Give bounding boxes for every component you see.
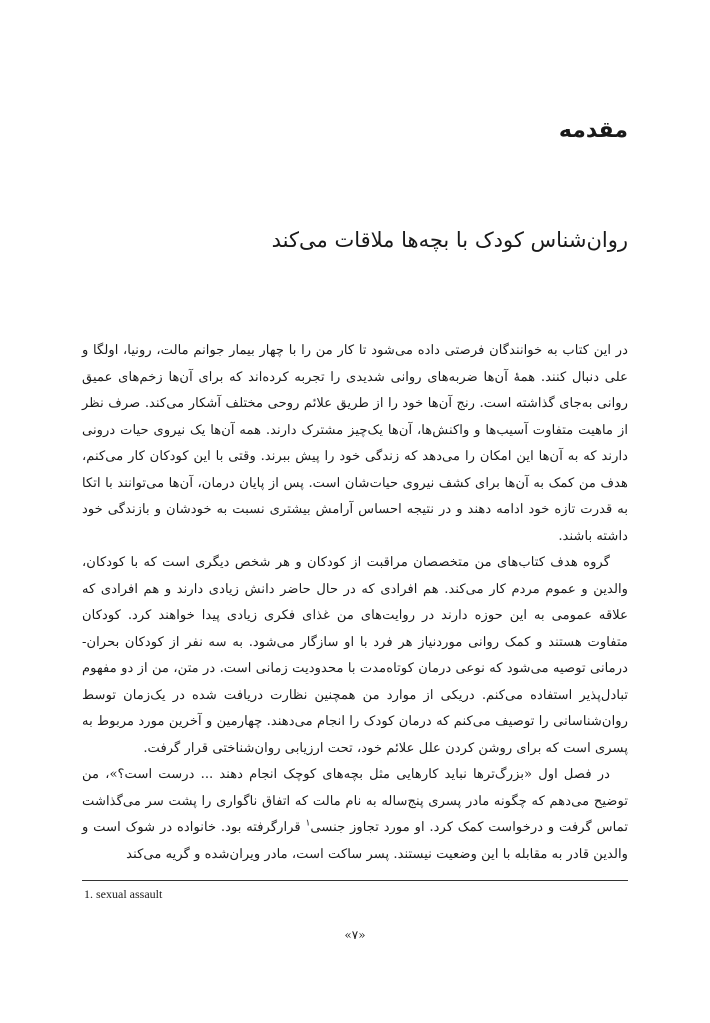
paragraph-3-tail: قرارگرفته بود. خانواده در شوک است و والدین قادر به مقابله با این وضعیت نیستند. پسر ساکت است، مادر ویران‌شده و گریه می‌کند — [82, 820, 628, 862]
footnote: 1. sexual assault — [84, 887, 163, 901]
section-title: روان‌شناس کودک با بچه‌ها ملاقات می‌کند — [271, 228, 628, 252]
footnote-marker: ۱ — [305, 818, 311, 829]
footnote-divider — [82, 880, 628, 881]
paragraph-2: گروه هدف کتاب‌های من متخصصان مراقبت از کودکان و هر شخص دیگری است که با کودکان، والدین و عموم مردم کار می‌کند. هم افرادی که در حال حاضر دانش زیادی دارند و هم افرادی که علاقه عمومی به این حوزه دارند در روایت‌های من غذای فکری زیادی پیدا خواهند کرد. کودکان متفاوت هستند و کمک روانی موردنیاز هر فرد با او سازگار می‌شود. به سه نفر از کودکان بحران-درمانی توصیه می‌شود که نوعی درمان کوتاه‌مدت با محدودیت زمانی است. در متن، من از دو مفهوم تبادل‌پذیر استفاده می‌کنم. دریکی از موارد من همچنین نظارت دریافت شده در یک‌زمان توسط روان‌شناسانی را توصیف می‌کنم که درمان کودک را انجام می‌دهند. چهارمین و آخرین مورد مربوط به پسری است که برای روشن کردن علل علائم خود، تحت ارزیابی روان‌شناختی قرار گرفت. — [82, 555, 628, 756]
body-text — [82, 338, 628, 868]
paragraph-3 — [82, 762, 628, 868]
chapter-title: مقدمه — [558, 118, 628, 143]
paragraph-3-text: در فصل اول «بزرگ‌ترها نباید کارهایی مثل بچه‌های کوچک انجام دهند ... درست است؟»، من توضیح می‌دهم که چگونه مادر پسری پنج‌ساله به نام مالت که اتفاق ناگواری را پشت سر می‌گذاشت تماس گرفت و درخواست کمک کرد. او مورد تجاوز جنسی — [82, 767, 628, 835]
page-number: «۷» — [344, 928, 366, 942]
paragraph-1: در این کتاب به خوانندگان فرصتی داده می‌شود تا کار من را با چهار بیمار جوانم مالت، رونیا، اولگا و علی دنبال کنند. همهٔ آن‌ها ضربه‌های روانی شدیدی را تجربه کرده‌اند که برای آن‌ها زخم‌های عمیق روانی به‌جای گذاشته است. رنج آن‌ها خود را از طریق علائم روحی مختلف آشکار می‌کند. صرف نظر از ماهیت متفاوت آسیب‌ها و واکنش‌ها، آن‌ها یک‌چیز مشترک دارند. همه آن‌ها یک نیروی حیات درونی دارند که به آن‌ها این امکان را می‌دهد که زندگی خود را پیش ببرند. وقتی با این کودکان کار می‌کنم، هدف من کمک به آن‌ها برای کشف نیروی حیات‌شان است. پس از پایان درمان، آن‌ها می‌توانند با اتکا به قدرت تازه خود ادامه دهند و در نتیجه احساس آرامش بیشتری نسبت به خودشان و بازندگی خود داشته باشند. — [82, 343, 628, 544]
